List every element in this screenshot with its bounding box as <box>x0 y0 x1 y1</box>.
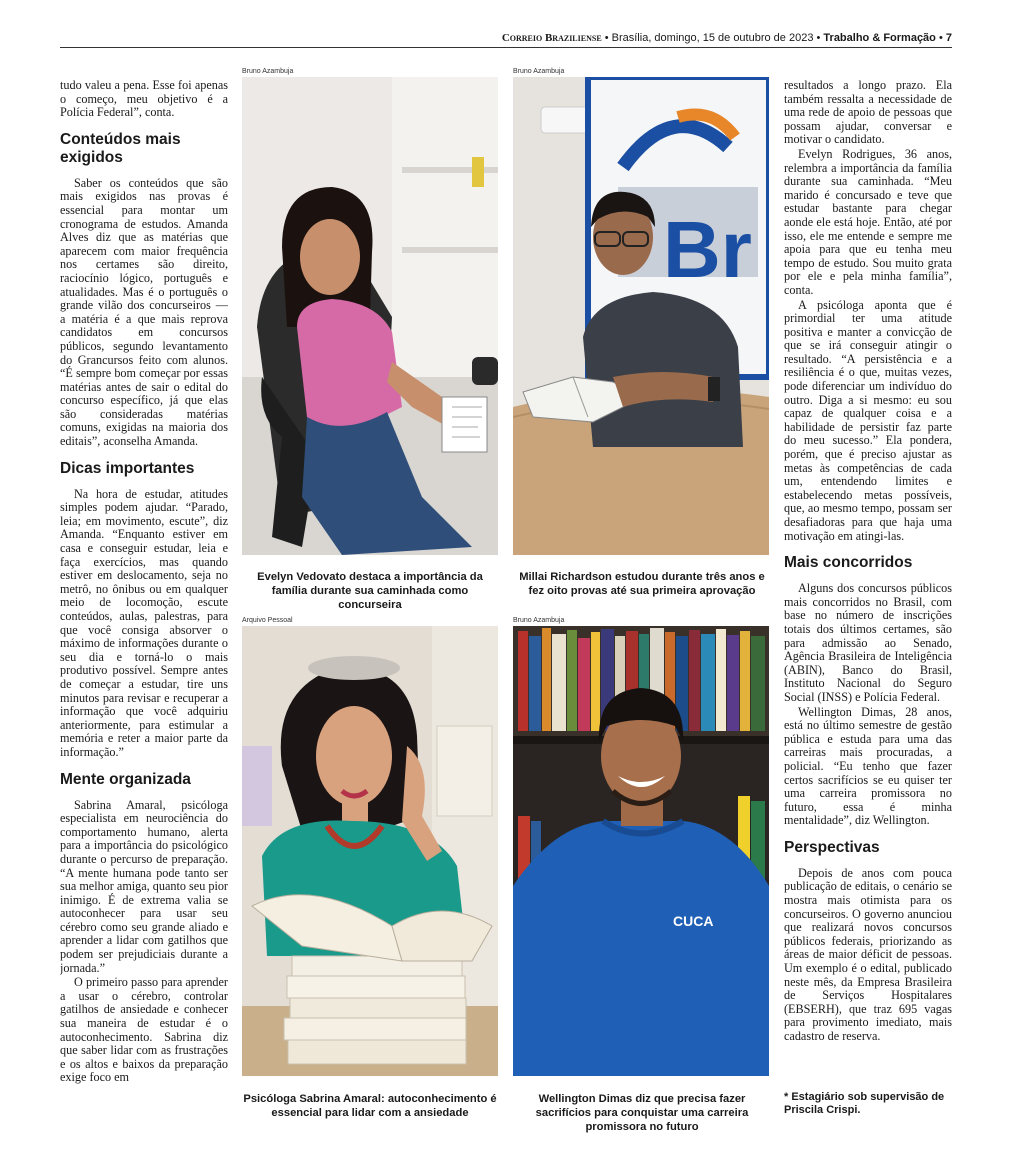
photo-caption-sabrina: Psicóloga Sabrina Amaral: autoconhecimento é essencial para lidar com a ansiedade <box>243 1093 497 1119</box>
subheading-perspectivas: Perspectivas <box>784 838 880 856</box>
subheading-mais-concorridos: Mais concorridos <box>784 554 913 572</box>
photo-credit-millai: Bruno Azambuja <box>513 68 565 75</box>
right-text-column <box>784 79 952 1129</box>
page-header <box>60 30 952 48</box>
photo-millai <box>513 77 769 555</box>
left-text-column <box>60 79 228 1129</box>
paragraph-conteudos: Saber os conteúdos que são mais exigidos nas provas é essencial para montar um cronograma de estudos. Amanda Alves diz que as matérias que aparecem com maior frequência nos certames são direito, raciocínio lógico, português e atualidades. Mas é o português o grande vilão dos concurseiros — a matéria é a que mais reprova candidatos em concursos públicos, segundo levantamento do Grancursos feito com alunos. “É sempre bom começar por essas matérias antes de sair o edital do concurso específico, já que elas são consideradas matérias comuns, exigidas na maioria dos editais”, aconselha Amanda. <box>60 175 228 449</box>
paragraph-concorridos: Alguns dos concursos públicos mais concorridos no Brasil, com base no número de inscrições totais dos últimos certames, são para admissão ao Senado, Agência Brasileira de Inteligência (ABIN), Banco do Brasil, Instituto Nacional do Seguro Social (INSS) e Polícia Federal. <box>784 581 952 704</box>
photo-caption-millai: Millai Richardson estudou durante três anos e fez oito provas até sua primeira aprovação <box>519 571 765 597</box>
background-sign-text: Br <box>663 205 752 294</box>
right-intro-paragraph: resultados a longo prazo. Ela também ressalta a necessidade de uma rede de apoio de pessoas que possam ajudar, conversar e motivar o candidato. <box>784 79 952 147</box>
paragraph-mente-1: Sabrina Amaral, psicóloga especialista em neurociência do comportamento humano, alerta para a importância do psicológico durante o percurso de preparação. “A mente humana pode tanto ser sua melhor amiga, quanto seu pior inimigo. É de extrema valia se autoconhecer para usar seu cérebro como seu grande aliado e aprender a lidar com gatilhos que podem ser prejudiciais durante a jornada.” <box>60 797 228 975</box>
header-dateline-row <box>502 32 952 44</box>
subheading-dicas: Dicas importantes <box>60 459 195 477</box>
paragraph-mente-2: O primeiro passo para aprender a usar o cérebro, controlar gatilhos de ansiedade e conhecer sua maneira de estudar é o autoconhecimento. Sabrina diz que saber lidar com as frustrações e os altos e baixos da preparação exige foco em <box>60 975 228 1085</box>
shirt-logo-text: CUCA <box>673 913 714 929</box>
photo-wellington <box>513 626 769 1076</box>
photo-credit-wellington: Bruno Azambuja <box>513 617 565 624</box>
dateline: • Brasília, domingo, 15 de outubro de 2023 • <box>601 32 824 44</box>
paragraph-dicas: Na hora de estudar, atitudes simples podem ajudar. “Parado, leia; em movimento, escute”, diz Amanda. “Enquanto estiver em casa e conseguir estudar, leia e faça exercícios, mas quando estiver em deslocamento, seja no metrô, no ônibus ou em qualquer meio de locomoção, escute conteúdos, aulas, palestras, para que você consiga absorver o máximo de informações durante o seu dia e torná-lo o mais produtivo possível. Sempre antes de começar a estudar, tire uns minutos para revisar e recuperar a informação que você adquiriu anteriormente, para estimular a memória e reter a maior parte da informação.” <box>60 486 228 759</box>
paragraph-perspectivas: Depois de anos com pouca publicação de editais, o cenário se mostra mais otimista para os concurseiros. O governo anunciou que realizará novos concursos públicos federais, priorizando as áreas de maior déficit de pessoas. Um exemplo é o edital, publicado neste mês, da Empresa Brasileira de Serviços Hospitalares (EBSERH), que traz 695 vagas para provimento imediato, mais cadastro de reserva. <box>784 865 952 1043</box>
photo-caption-wellington: Wellington Dimas diz que precisa fazer sacrifícios para conquistar uma carreira promissora no futuro <box>535 1093 749 1133</box>
paragraph-wellington: Wellington Dimas, 28 anos, está no último semestre de gestão pública e estuda para uma das carreiras mais procuradas, a policial. “Eu tenho que fazer certos sacrifícios se eu quiser ter uma carreira promissora no futuro, essa é minha mentalidade”, diz Wellington. <box>784 704 952 828</box>
photo-sabrina <box>242 626 498 1076</box>
page-separator: • <box>935 32 946 44</box>
page-number: 7 <box>945 32 952 44</box>
publication-name: Correio Braziliense <box>501 32 602 44</box>
photo-evelyn <box>242 77 498 555</box>
photo-caption-evelyn: Evelyn Vedovato destaca a importância da família durante sua caminhada como concurseira <box>257 571 483 611</box>
section-name: Trabalho & Formação <box>823 32 936 44</box>
left-intro-paragraph: tudo valeu a pena. Esse foi apenas o começo, meu objetivo é a Polícia Federal”, conta. <box>60 79 228 120</box>
paragraph-psicologa: A psicóloga aponta que é primordial ter uma atitude positiva e manter a convicção de que se irá conseguir atingir o resultado. “A persistência e a resiliência é o que, muitas vezes, pode diferenciar um indivíduo do outro. Diga a si mesmo: eu sou capaz de qualquer coisa e a habilidade de persistir faz parte do meu sucesso.” Ela pondera, porém, que é preciso ajustar as metas às competências de cada um, entendendo limites e estabelecendo metas possíveis, que, ao mesmo tempo, possam ser desafiadoras para que haja uma motivação em atingi-las. <box>784 297 952 543</box>
photo-credit-sabrina: Arquivo Pessoal <box>242 617 293 624</box>
footnote: * Estagiário sob supervisão de Priscila Crispi. <box>784 1091 945 1116</box>
subheading-mente: Mente organizada <box>60 770 191 788</box>
subheading-conteudos: Conteúdos mais exigidos <box>60 130 181 166</box>
photo-credit-evelyn: Bruno Azambuja <box>242 68 294 75</box>
paragraph-evelyn: Evelyn Rodrigues, 36 anos, relembra a importância da família durante sua caminhada. “Meu marido é concursado e teve que estudar bastante para chegar aonde ele está hoje. Então, até por isso, ele me entende e sempre me apoia para que eu tenha meu tempo de estudo. Sou muito grata por ele e pela minha família”, conta. <box>784 146 952 297</box>
